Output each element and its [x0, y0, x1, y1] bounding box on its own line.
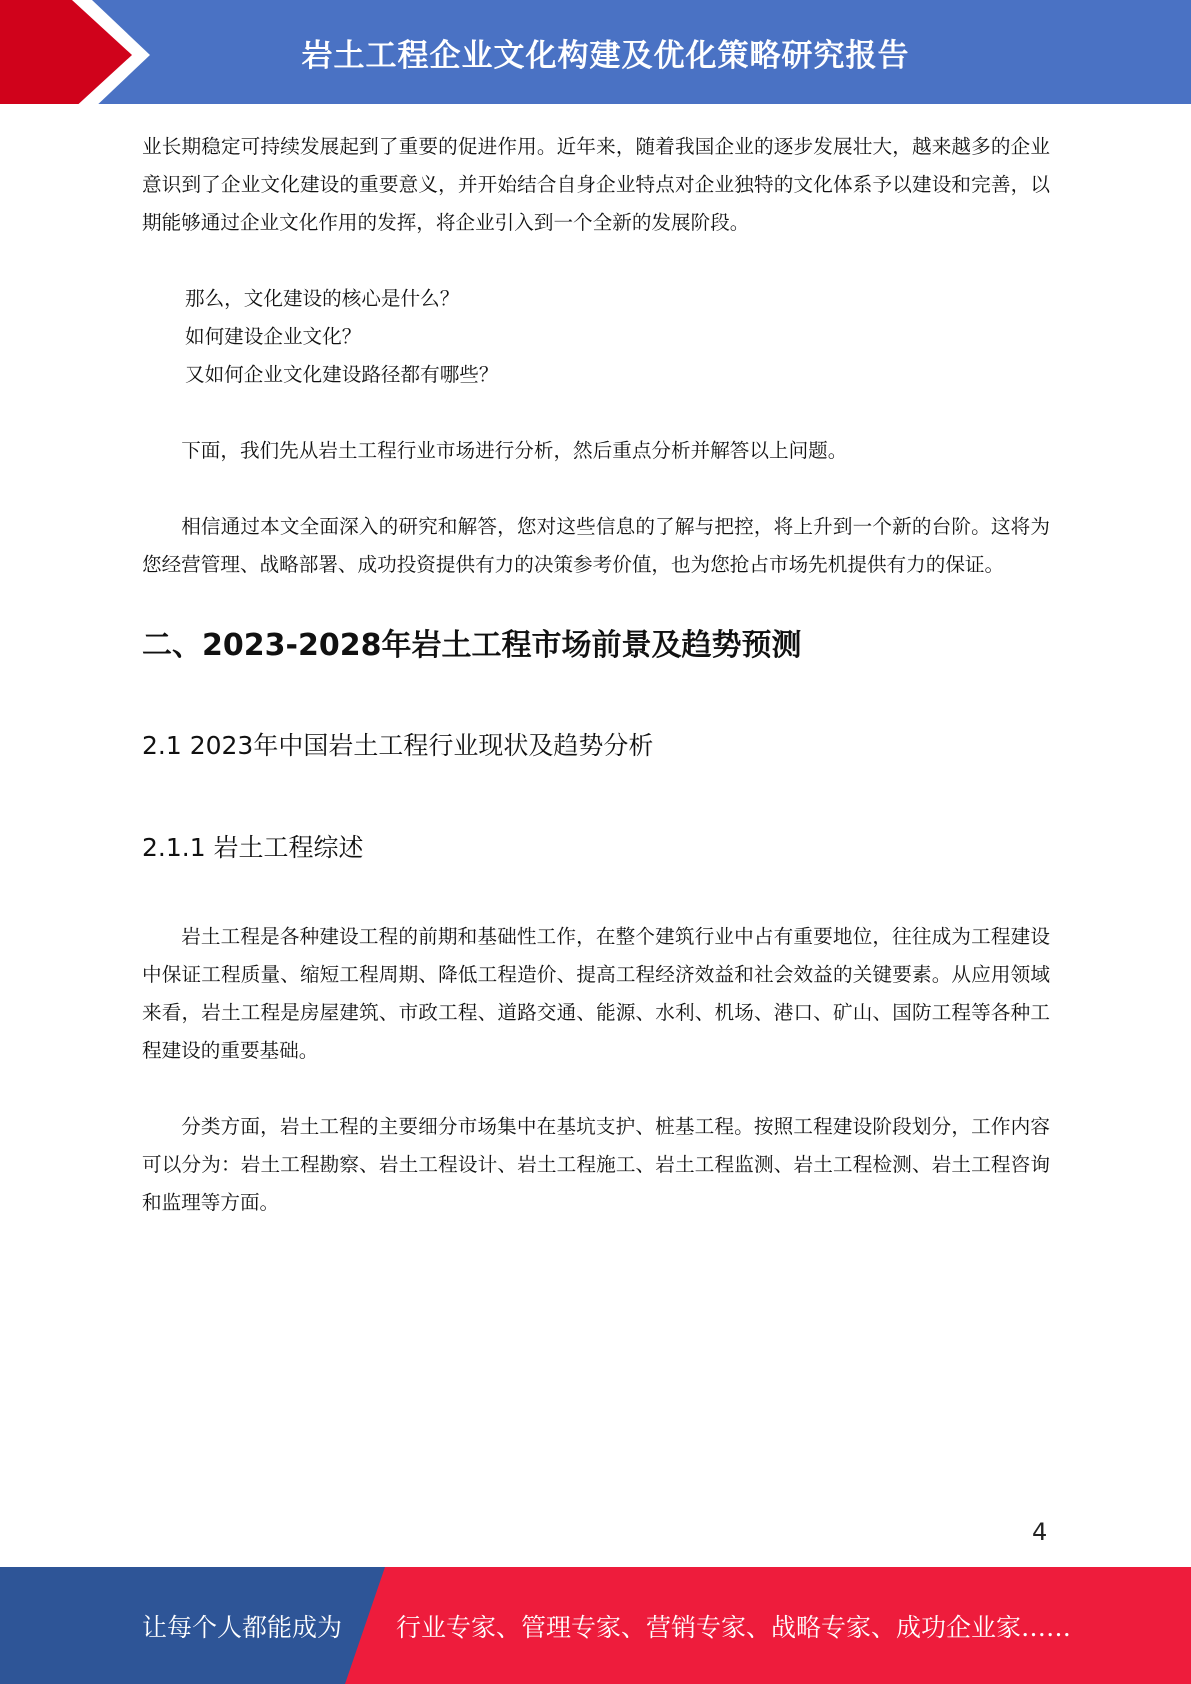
question-line: 那么，文化建设的核心是什么？: [185, 287, 460, 310]
section-heading: 二、2023-2028年岩土工程市场前景及趋势预测: [142, 628, 802, 663]
question-line: 又如何企业文化建设路径都有哪些？: [185, 363, 499, 386]
document-body: [142, 128, 1050, 1222]
footer-slogan-left: 让每个人都能成为: [142, 1612, 343, 1642]
header-band: [0, 0, 1191, 110]
subsection-heading: 2.1 2023年中国岩土工程行业现状及趋势分析: [142, 731, 654, 760]
overview-paragraph: 分类方面，岩土工程的主要细分市场集中在基坑支护、桩基工程。按照工程建设阶段划分，工作内容可以分为：岩土工程勘察、岩土工程设计、岩土工程施工、岩土工程监测、岩土工程检测、岩土工程咨询和监理等方面。: [142, 1115, 1050, 1214]
footer-band: [0, 1567, 1191, 1684]
page-number: 4: [1032, 1518, 1048, 1546]
intro-paragraph: 业长期稳定可持续发展起到了重要的促进作用。近年来，随着我国企业的逐步发展壮大，越来越多的企业意识到了企业文化建设的重要意义，并开始结合自身企业特点对企业独特的文化体系予以建设和完善，以期能够通过企业文化作用的发挥，将企业引入到一个全新的发展阶段。: [142, 135, 1050, 234]
next-paragraph: 下面，我们先从岩土工程行业市场进行分析，然后重点分析并解答以上问题。: [181, 439, 848, 462]
report-title: 岩土工程企业文化构建及优化策略研究报告: [301, 37, 910, 74]
subsubsection-heading: 2.1.1 岩土工程综述: [142, 833, 364, 862]
question-line: 如何建设企业文化？: [185, 325, 362, 348]
overview-paragraph: 岩土工程是各种建设工程的前期和基础性工作，在整个建筑行业中占有重要地位，往往成为工程建设中保证工程质量、缩短工程周期、降低工程造价、提高工程经济效益和社会效益的关键要素。从应用领域来看，岩土工程是房屋建筑、市政工程、道路交通、能源、水利、机场、港口、矿山、国防工程等各种工程建设的重要基础。: [142, 925, 1050, 1062]
belief-paragraph: 相信通过本文全面深入的研究和解答，您对这些信息的了解与把控，将上升到一个新的台阶。这将为您经营管理、战略部署、成功投资提供有力的决策参考价值，也为您抢占市场先机提供有力的保证。: [142, 515, 1050, 576]
footer-slogan-right: 行业专家、管理专家、营销专家、战略专家、成功企业家……: [396, 1612, 1072, 1642]
